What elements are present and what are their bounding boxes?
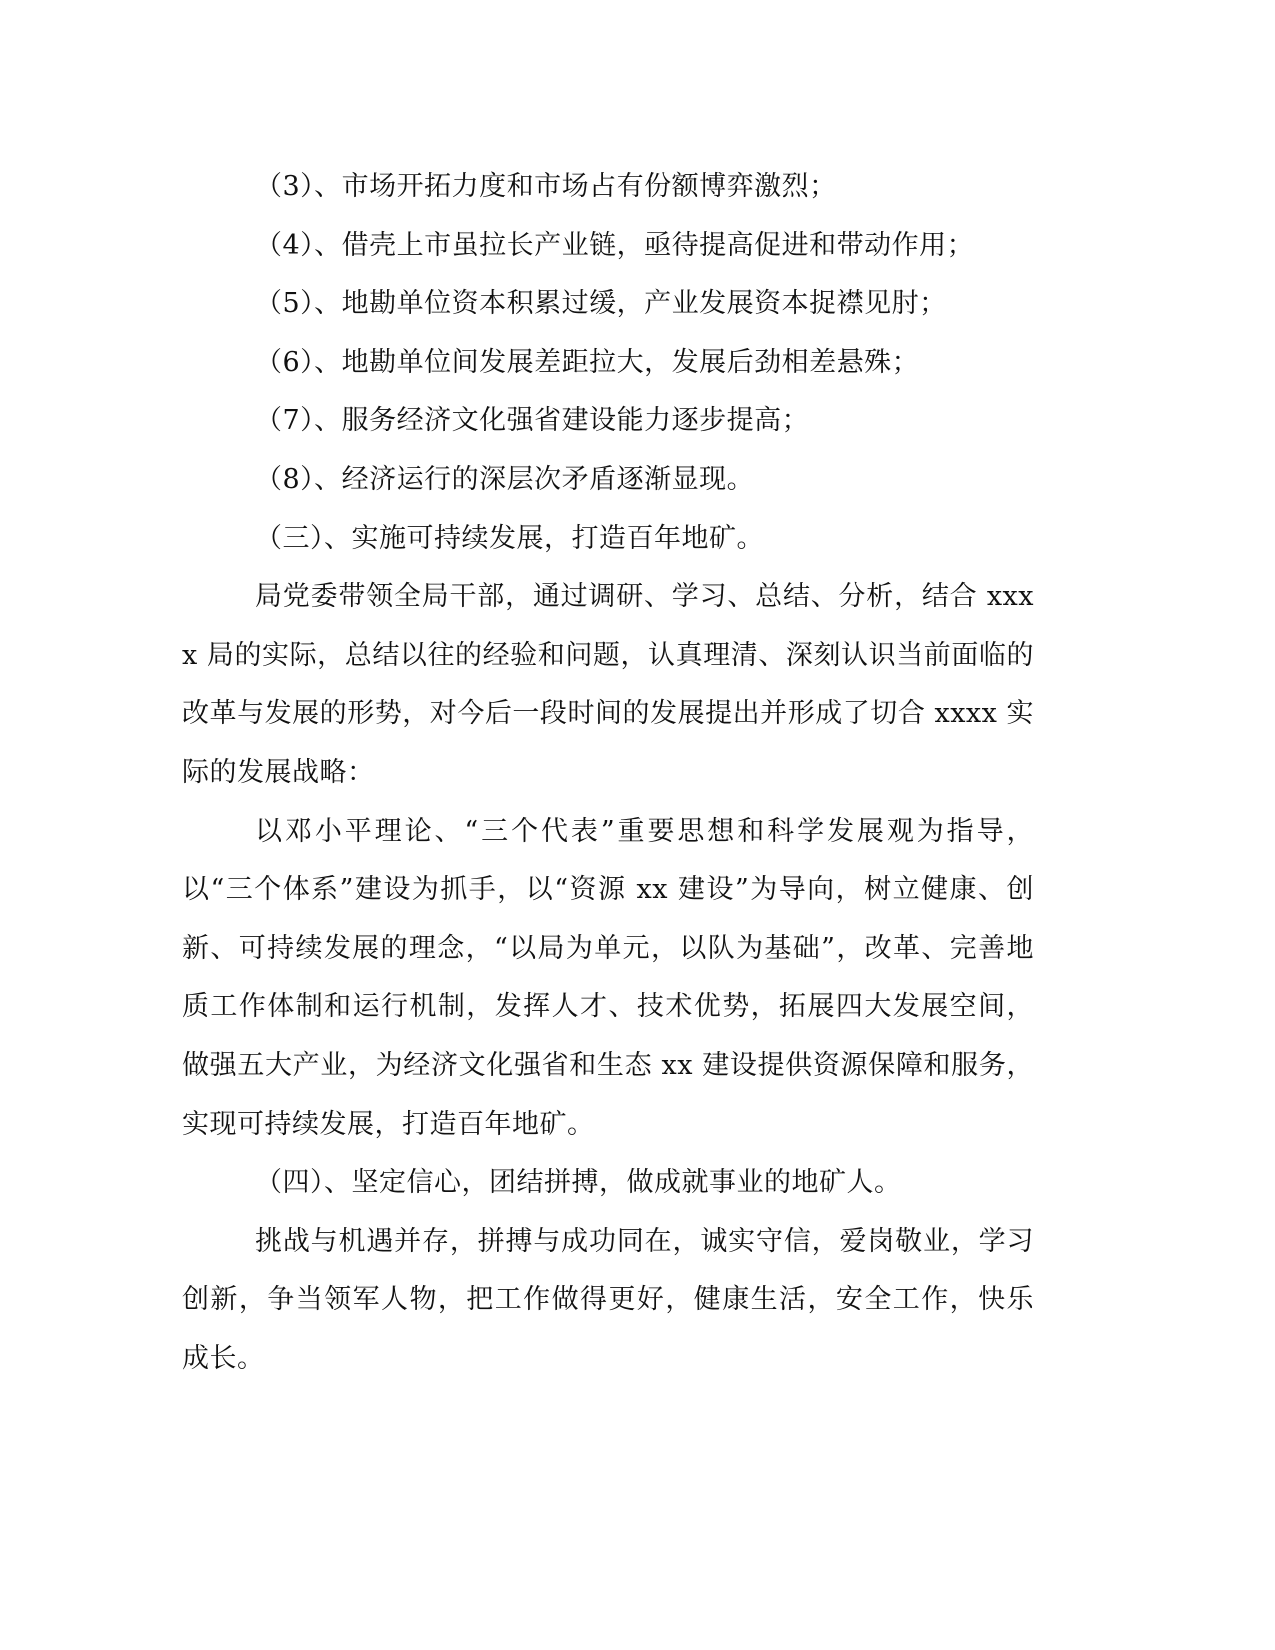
section-3-paragraph-1: 局党委带领全局干部，通过调研、学习、总结、分析，结合 xxxx 局的实际，总结以往的经验和问题，认真理清、深刻认识当前面临的改革与发展的形势，对今后一段时间的发展提出并形成了切合 xxxx 实际的发展战略： bbox=[182, 581, 1034, 788]
section-heading-3: （三）、实施可持续发展，打造百年地矿。 bbox=[255, 522, 764, 554]
list-item-3: （3）、市场开拓力度和市场占有份额博弈激烈； bbox=[255, 171, 837, 202]
section-heading-4: （四）、坚定信心，团结拼搏，做成就事业的地矿人。 bbox=[255, 1167, 902, 1199]
list-item-7: （7）、服务经济文化强省建设能力逐步提高； bbox=[255, 405, 810, 437]
section-4-paragraph: 挑战与机遇并存，拼搏与成功同在，诚实守信，爱岗敬业，学习创新，争当领军人物，把工作做得更好，健康生活，安全工作，快乐成长。 bbox=[182, 1225, 1034, 1374]
list-item-5: （5）、地勘单位资本积累过缓，产业发展资本捉襟见肘； bbox=[255, 288, 947, 320]
section-3-paragraph-2: 以邓小平理论、“三个代表”重要思想和科学发展观为指导，以“三个体系”建设为抓手，以“资源 xx 建设”为导向，树立健康、创新、可持续发展的理念，“以局为单元，以队为基础”，改革、完善地质工作体制和运行机制，发挥人才、技术优势，拓展四大发展空间，做强五大产业，为经济文化强省和生态 xx 建设提供资源保障和服务，实现可持续发展，打造百年地矿。 bbox=[182, 815, 1034, 1140]
document-body bbox=[182, 158, 1034, 1388]
list-item-4: （4）、借壳上市虽拉长产业链，亟待提高促进和带动作用； bbox=[255, 229, 975, 261]
list-item-6: （6）、地勘单位间发展差距拉大，发展后劲相差悬殊； bbox=[255, 346, 920, 378]
list-item-8: （8）、经济运行的深层次矛盾逐渐显现。 bbox=[255, 463, 755, 495]
